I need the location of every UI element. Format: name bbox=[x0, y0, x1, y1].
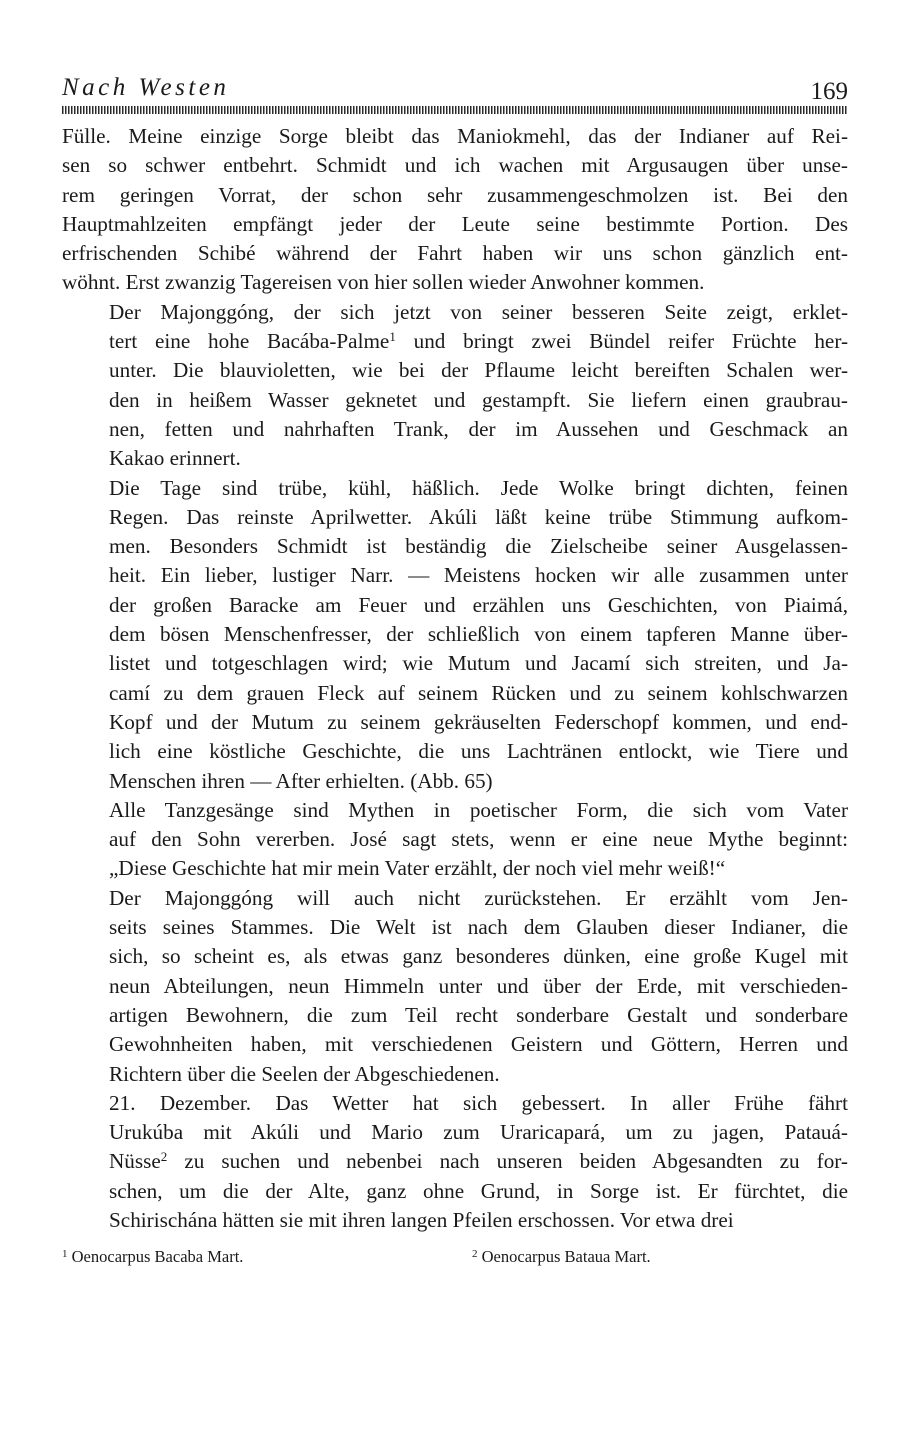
text-line: schen, um die der Alte, ganz ohne Grund, in Sorge ist. Er fürchtet, die bbox=[109, 1178, 848, 1203]
text-line: seits seines Stammes. Die Welt ist nach dem Glauben dieser Indianer, die bbox=[109, 915, 848, 940]
text-line: neun Abteilungen, neun Himmeln unter und über der Erde, mit verschieden- bbox=[109, 973, 848, 998]
paragraph bbox=[62, 884, 848, 1089]
paragraph bbox=[62, 1089, 848, 1235]
text-line: Der Majonggóng, der sich jetzt von seiner besseren Seite zeigt, erklet- bbox=[109, 299, 848, 324]
text-line: heit. Ein lieber, lustiger Narr. — Meistens hocken wir alle zusammen unter bbox=[109, 563, 848, 588]
text-line: unter. Die blauvioletten, wie bei der Pflaume leicht bereiften Schalen wer- bbox=[109, 358, 848, 383]
text-line: 21. Dezember. Das Wetter hat sich gebessert. In aller Frühe fährt bbox=[109, 1090, 848, 1115]
text-line: dem bösen Menschenfresser, der schließlich von einem tapferen Manne über- bbox=[109, 622, 848, 647]
header-rule bbox=[62, 106, 848, 114]
text-line: auf den Sohn vererben. José sagt stets, wenn er eine neue Mythe beginnt: bbox=[109, 827, 848, 852]
footnote-marker: 2 bbox=[160, 1149, 168, 1165]
footnote-marker: 1 bbox=[389, 329, 396, 345]
book-page bbox=[62, 70, 848, 1277]
text-line: listet und totgeschlagen wird; wie Mutum und Jacamí sich streiten, und Ja- bbox=[109, 651, 848, 676]
text-line: Nüsse$^2$ zu suchen und nebenbei nach unseren beiden Abgesandten zu for- bbox=[109, 1149, 848, 1174]
footnote-marker: 1 bbox=[62, 1248, 68, 1261]
running-head bbox=[62, 70, 848, 104]
text-line: Regen. Das reinste Aprilwetter. Akúli läßt keine trübe Stimmung aufkom- bbox=[109, 504, 848, 529]
text-line: artigen Bewohnern, die zum Teil recht sonderbare Gestalt und sonderbare bbox=[109, 1002, 848, 1027]
text-line: Menschen ihren — After erhielten. (Abb. 65) bbox=[109, 768, 493, 793]
text-line: Urukúba mit Akúli und Mario zum Uraricapará, um zu jagen, Patauá- bbox=[109, 1120, 848, 1145]
paragraph bbox=[62, 122, 848, 298]
text-line: Richtern über die Seelen der Abgeschiedenen. bbox=[109, 1061, 500, 1086]
text-line: den in heißem Wasser geknetet und gestampft. Sie liefern einen graubrau- bbox=[109, 387, 848, 412]
footnote-1: $^1$ Oenocarpus Bacaba Mart. bbox=[62, 1247, 244, 1267]
text-line: Gewohnheiten haben, mit verschiedenen Geistern und Göttern, Herren und bbox=[109, 1032, 848, 1057]
text-line: sen so schwer entbehrt. Schmidt und ich wachen mit Argusaugen über unse- bbox=[62, 153, 848, 178]
text-line: lich eine köstliche Geschichte, die uns Lachtränen entlockt, wie Tiere und bbox=[109, 739, 848, 764]
text-line: Kopf und der Mutum zu seinem gekräuselten Federschopf kommen, und end- bbox=[109, 709, 848, 734]
text-line: der großen Baracke am Feuer und erzählen uns Geschichten, von Piaimá, bbox=[109, 592, 848, 617]
text-line: Hauptmahlzeiten empfängt jeder der Leute seine bestimmte Portion. Des bbox=[62, 211, 848, 236]
text-line: Kakao erinnert. bbox=[109, 446, 241, 471]
text-line: wöhnt. Erst zwanzig Tagereisen von hier sollen wieder Anwohner kommen. bbox=[62, 270, 705, 295]
text-line: „Diese Geschichte hat mir mein Vater erzählt, der noch viel mehr weiß!“ bbox=[109, 856, 726, 881]
text-line: camí zu dem grauen Fleck auf seinem Rücken und zu seinem kohlschwarzen bbox=[109, 680, 848, 705]
footnote-2: $^2$ Oenocarpus Bataua Mart. bbox=[472, 1247, 651, 1267]
page-number: 169 bbox=[810, 78, 848, 105]
paragraph bbox=[62, 298, 848, 474]
text-line: Fülle. Meine einzige Sorge bleibt das Maniokmehl, das der Indianer auf Rei- bbox=[62, 124, 848, 148]
body-text bbox=[62, 122, 848, 1235]
text-line: rem geringen Vorrat, der schon sehr zusammengeschmolzen ist. Bei den bbox=[62, 182, 848, 207]
text-line: Alle Tanzgesänge sind Mythen in poetischer Form, die sich vom Vater bbox=[109, 797, 848, 822]
text-line: Die Tage sind trübe, kühl, häßlich. Jede Wolke bringt dichten, feinen bbox=[109, 475, 848, 500]
running-head-title: Nach Westen bbox=[62, 74, 230, 101]
paragraph bbox=[62, 796, 848, 884]
text-line: tert eine hohe Bacába-Palme$^1$ und bringt zwei Bündel reifer Früchte her- bbox=[109, 329, 849, 354]
text-line: Der Majonggóng will auch nicht zurückstehen. Er erzählt vom Jen- bbox=[109, 885, 848, 910]
footnotes bbox=[62, 1247, 848, 1277]
paragraph bbox=[62, 474, 848, 796]
text-line: sich, so scheint es, als etwas ganz besonderes dünken, eine große Kugel mit bbox=[109, 944, 848, 969]
text-line: erfrischenden Schibé während der Fahrt haben wir uns schon gänzlich ent- bbox=[62, 241, 848, 266]
text-line: Schirischána hätten sie mit ihren langen Pfeilen erschossen. Vor etwa drei bbox=[109, 1207, 734, 1232]
text-line: nen, fetten und nahrhaften Trank, der im Aussehen und Geschmack an bbox=[109, 416, 848, 441]
text-line: men. Besonders Schmidt ist beständig die Zielscheibe seiner Ausgelassen- bbox=[109, 534, 848, 559]
footnote-marker: 2 bbox=[472, 1248, 478, 1261]
